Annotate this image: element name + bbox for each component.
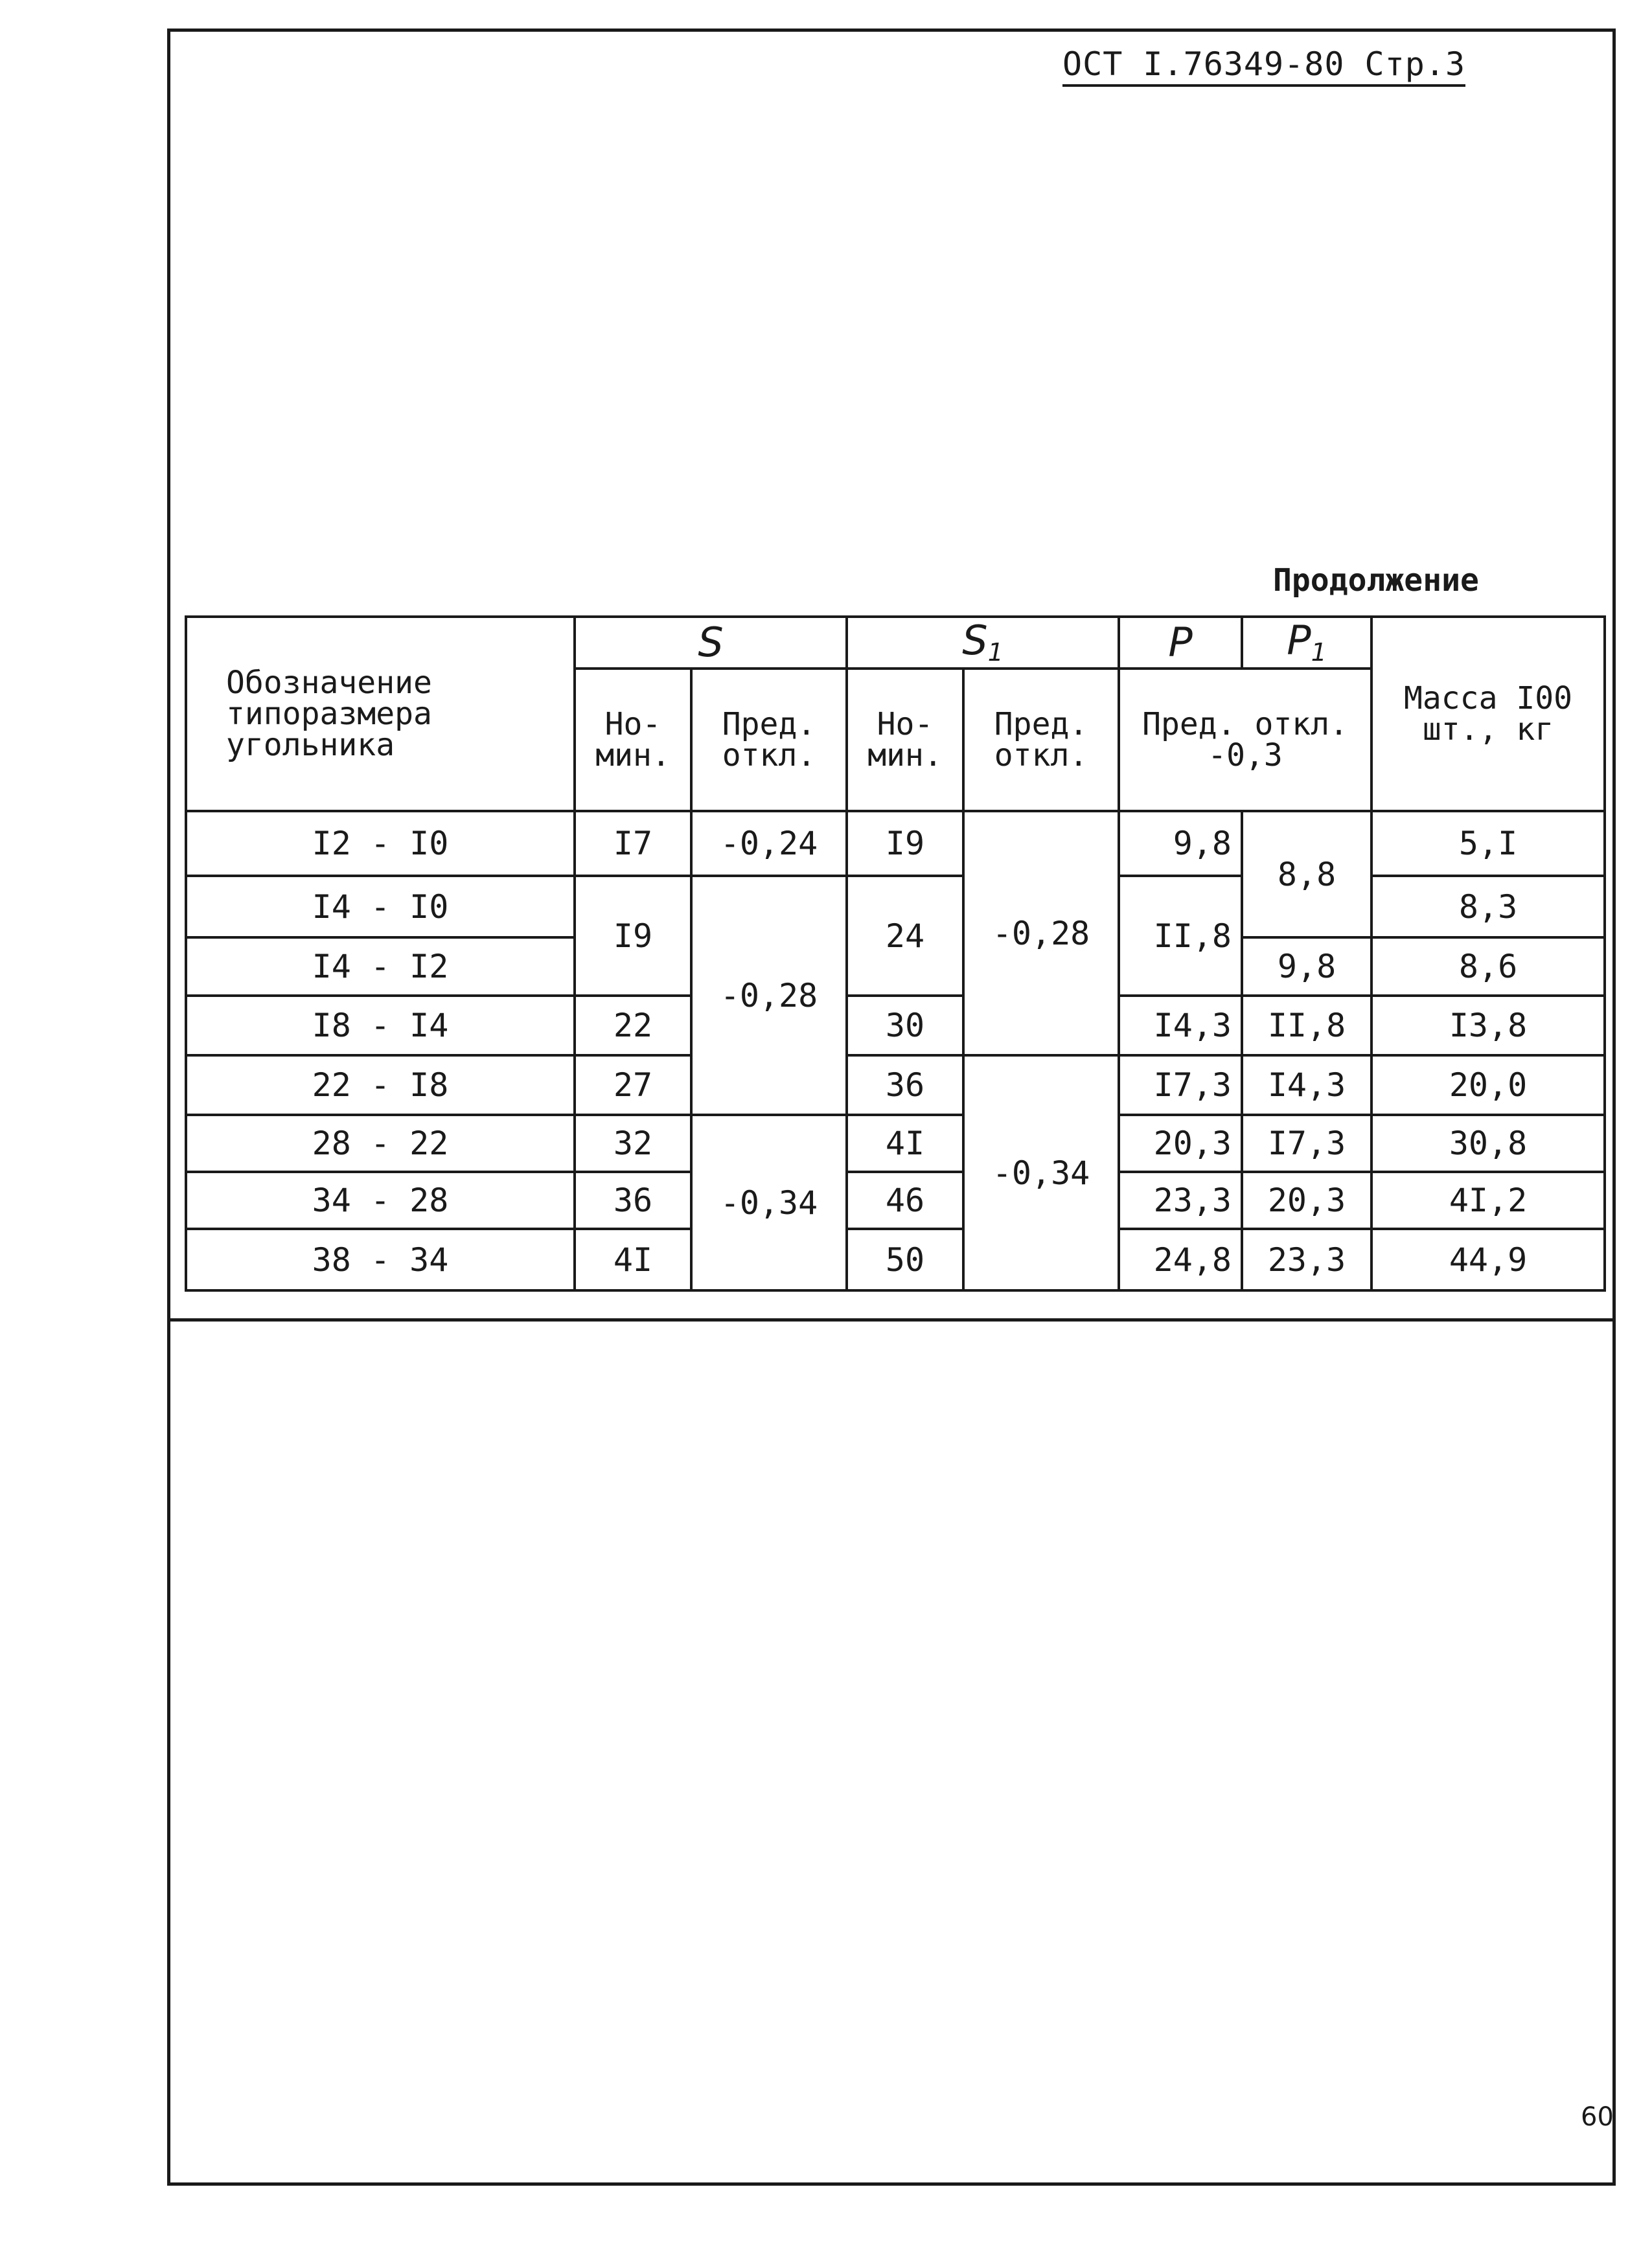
p-header: [1119, 617, 1242, 669]
continuation-label: Продолжение: [1273, 562, 1479, 599]
p1-cell: I7,3: [1242, 1115, 1371, 1172]
p1-cell: 23,3: [1242, 1229, 1371, 1290]
designation-cell: 34 - 28: [186, 1172, 575, 1229]
p-cell: 9,8: [1119, 811, 1242, 876]
s-nominal-cell: I9: [575, 876, 691, 996]
p1-cell: 9,8: [1242, 937, 1371, 996]
p-cell: I7,3: [1119, 1055, 1242, 1115]
s-header: [575, 617, 847, 669]
designation-cell: I8 - I4: [186, 996, 575, 1055]
p-cell: II,8: [1119, 876, 1242, 996]
p1-cell: II,8: [1242, 996, 1371, 1055]
s-nominal-cell: 32: [575, 1115, 691, 1172]
s1-nominal-cell: 36: [847, 1055, 963, 1115]
s1-nominal-cell: 30: [847, 996, 963, 1055]
s-nominal-cell: 4I: [575, 1229, 691, 1290]
page-number: 60: [1581, 2102, 1614, 2132]
s1-header: [847, 617, 1119, 669]
mass-cell: 44,9: [1371, 1229, 1605, 1290]
designation-header: Обозначение типоразмера угольника: [186, 617, 575, 811]
s1-nominal-cell: I9: [847, 811, 963, 876]
p1-symbol: P: [1287, 617, 1311, 664]
designation-cell: 38 - 34: [186, 1229, 575, 1290]
p1-header: [1242, 617, 1371, 669]
mass-cell: 20,0: [1371, 1055, 1605, 1115]
p-symbol: P: [1168, 619, 1193, 666]
mass-cell: 8,6: [1371, 937, 1605, 996]
designation-cell: I4 - I2: [186, 937, 575, 996]
s-deviation-cell: -0,28: [691, 876, 847, 1115]
s1-nominal-header: Но- мин.: [847, 669, 963, 811]
mass-cell: I3,8: [1371, 996, 1605, 1055]
s1-deviation-header: Пред. откл.: [963, 669, 1119, 811]
p-cell: 24,8: [1119, 1229, 1242, 1290]
s-deviation-header: Пред. откл.: [691, 669, 847, 811]
p-cell: 20,3: [1119, 1115, 1242, 1172]
mass-cell: 30,8: [1371, 1115, 1605, 1172]
table-bottom-rule: [167, 1318, 1616, 1322]
s-deviation-cell: -0,24: [691, 811, 847, 876]
p1-cell: 20,3: [1242, 1172, 1371, 1229]
p-cell: 23,3: [1119, 1172, 1242, 1229]
p1-cell: I4,3: [1242, 1055, 1371, 1115]
p-cell: I4,3: [1119, 996, 1242, 1055]
s1-nominal-cell: 4I: [847, 1115, 963, 1172]
p1-cell: 8,8: [1242, 811, 1371, 937]
document-code: ОСТ I.76349-80 Стр.3: [1062, 45, 1465, 87]
s1-deviation-cell: -0,34: [963, 1055, 1119, 1290]
s1-deviation-cell: -0,28: [963, 811, 1119, 1055]
s-deviation-cell: -0,34: [691, 1115, 847, 1290]
designation-cell: I4 - I0: [186, 876, 575, 937]
s-nominal-cell: 22: [575, 996, 691, 1055]
mass-cell: 5,I: [1371, 811, 1605, 876]
s-nominal-header: Но- мин.: [575, 669, 691, 811]
designation-cell: 28 - 22: [186, 1115, 575, 1172]
p1-subscript: 1: [1311, 638, 1327, 667]
s-nominal-cell: I7: [575, 811, 691, 876]
designation-cell: 22 - I8: [186, 1055, 575, 1115]
designation-cell: I2 - I0: [186, 811, 575, 876]
s1-symbol: S: [962, 617, 988, 664]
p-deviation-header: Пред. откл. -0,3: [1119, 669, 1371, 811]
s1-nominal-cell: 50: [847, 1229, 963, 1290]
dimensions-table: [185, 615, 1606, 1292]
s-nominal-cell: 36: [575, 1172, 691, 1229]
mass-cell: 4I,2: [1371, 1172, 1605, 1229]
mass-header: Масса I00 шт., кг: [1371, 617, 1605, 811]
s-nominal-cell: 27: [575, 1055, 691, 1115]
s-symbol: S: [698, 619, 724, 666]
mass-cell: 8,3: [1371, 876, 1605, 937]
s1-nominal-cell: 46: [847, 1172, 963, 1229]
s1-subscript: 1: [987, 638, 1004, 667]
s1-nominal-cell: 24: [847, 876, 963, 996]
